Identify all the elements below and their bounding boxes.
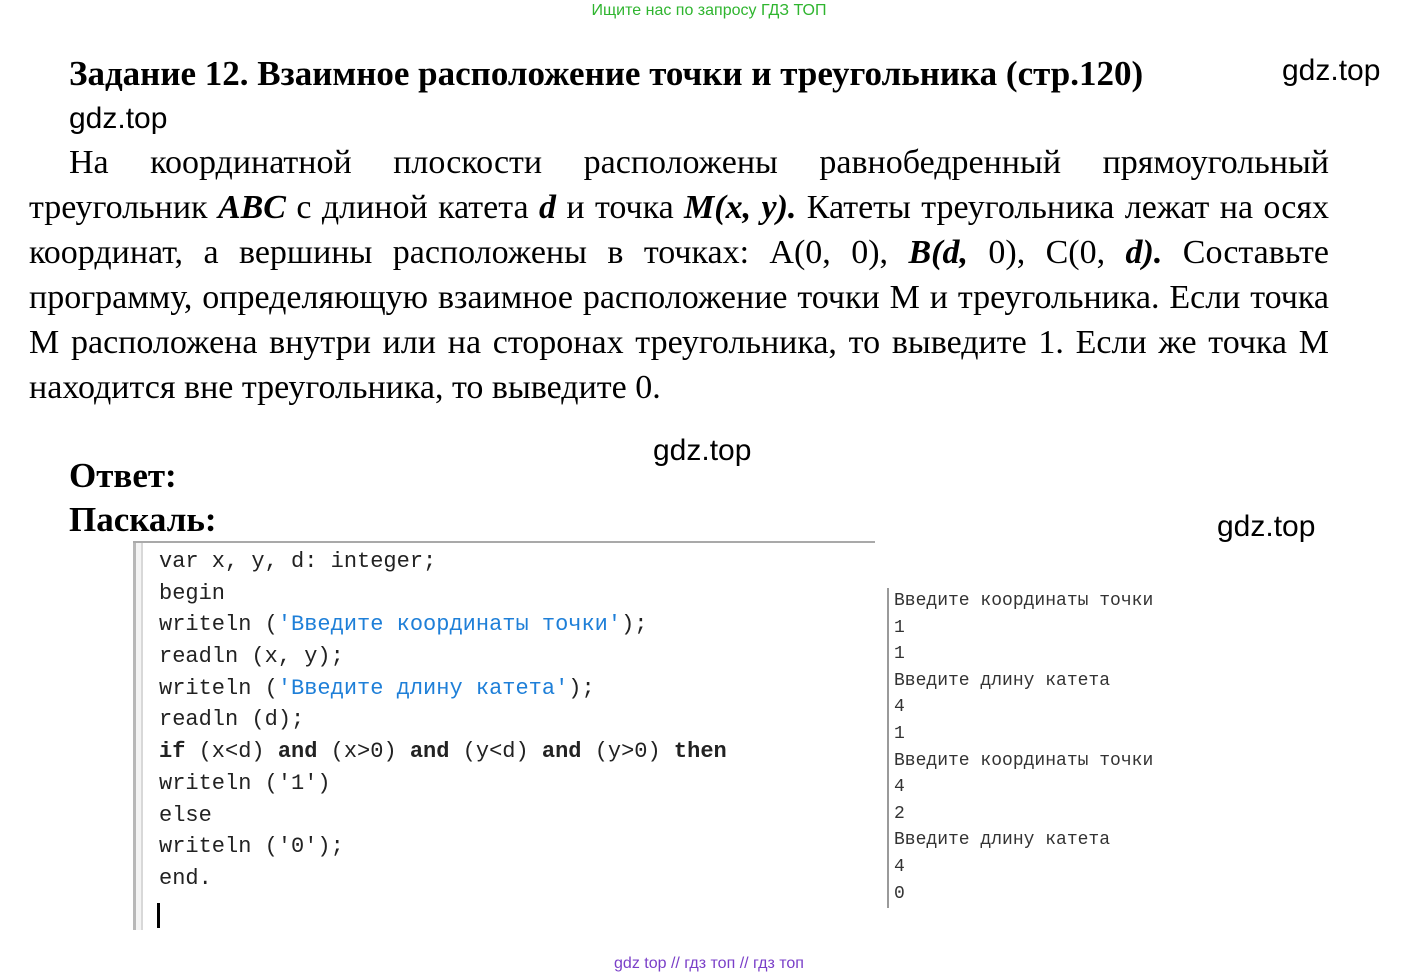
code-line: end. — [159, 865, 212, 891]
console-line: 2 — [894, 803, 905, 824]
footer-links: gdz top // гдз топ // гдз топ — [614, 955, 804, 972]
console-line: Введите длину катета — [894, 830, 1111, 851]
console-line: Введите координаты точки — [894, 591, 1154, 611]
console-line: 4 — [894, 777, 905, 798]
leg-variable: d — [538, 189, 556, 226]
problem-text: и точка — [555, 189, 685, 226]
language-label: Паскаль: — [69, 500, 217, 539]
code-line: if (x<d) and (x>0) and (y<d) and (y>0) then — [159, 739, 727, 765]
problem-text: Составьте программу, определяющую взаимное расположение точки M и треугольника. Если точка M расположена внутри или на сторонах треугольника, то выведите 1. Если же точка M находится вне треугольника, то выведите 0. — [29, 234, 1329, 406]
console-line: 1 — [894, 723, 905, 744]
console-line: 4 — [894, 856, 905, 877]
code-line: readln (x, y); — [159, 644, 344, 670]
problem-text: На координатной плоскости расположены равнобедренный прямоугольный треугольник — [29, 144, 1329, 226]
editor-gutter — [133, 543, 143, 930]
console-line: Введите координаты точки — [894, 750, 1154, 771]
watermark: gdz.top — [1217, 510, 1316, 543]
code-line: writeln ('0'); — [159, 834, 344, 860]
console-line: 1 — [894, 644, 905, 665]
console-line: 1 — [894, 617, 905, 638]
console-line: 4 — [894, 697, 905, 718]
triangle-name: ABC — [217, 189, 286, 226]
code-line: writeln ('1') — [159, 770, 331, 796]
point-m: M(x, y). — [684, 189, 797, 226]
code-line: else — [159, 802, 212, 828]
vertex-b: B(d, — [908, 234, 968, 271]
code-editor[interactable] — [133, 541, 875, 930]
console-line: Введите длину катета — [894, 670, 1111, 691]
problem-text: Катеты треугольника лежат на осях координат, а вершины расположены в точках: A(0, 0), — [29, 189, 1330, 271]
top-banner: Ищите нас по запросу ГДЗ ТОП — [591, 2, 827, 19]
code-line: readln (d); — [159, 707, 305, 733]
watermark: gdz.top — [69, 102, 168, 135]
problem-text: с длиной катета — [285, 189, 539, 226]
problem-text: 0), C(0, — [967, 234, 1126, 271]
task-title: Задание 12. Взаимное расположение точки и треугольника (стр.120) — [69, 54, 1144, 93]
text-cursor — [157, 903, 160, 928]
answer-label: Ответ: — [69, 456, 177, 495]
vertex-c-d: d). — [1125, 234, 1163, 271]
output-console — [887, 588, 1209, 908]
code-line: writeln ('Введите координаты точки'); — [159, 612, 648, 638]
console-line: 0 — [894, 883, 905, 904]
watermark: gdz.top — [1282, 54, 1381, 87]
code-line: begin — [159, 580, 226, 606]
code-line: var x, y, d: integer; — [159, 549, 437, 574]
code-line: writeln ('Введите длину катета'); — [159, 675, 595, 701]
problem-statement — [29, 140, 1329, 410]
code-lines — [159, 546, 727, 895]
watermark: gdz.top — [653, 434, 752, 467]
